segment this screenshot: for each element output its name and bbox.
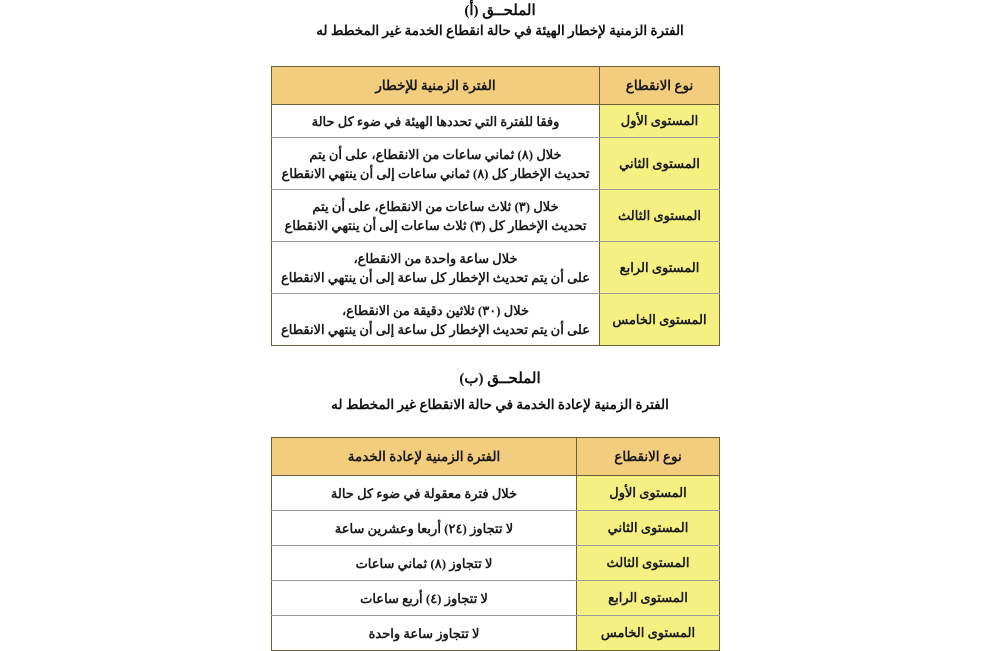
- cell-outage-level: المستوى الرابع: [577, 581, 720, 616]
- table-row: [272, 242, 720, 294]
- appendix-b-title: الملحــق (ب): [459, 371, 541, 387]
- table-header-row: [272, 438, 720, 476]
- cell-line: خلال ساعة واحدة من الانقطاع،: [353, 250, 518, 266]
- cell-line: وفقا للفترة التي تحددها الهيئة في ضوء كل حالة: [311, 113, 560, 129]
- column-header-restoration-period: الفترة الزمنية لإعادة الخدمة: [272, 438, 577, 476]
- appendix-a-description: الفترة الزمنية لإخطار الهيئة في حالة انقطاع الخدمة غير المخطط له: [316, 23, 684, 38]
- cell-line: خلال فترة معقولة في ضوء كل حالة: [330, 485, 518, 501]
- appendix-a-title: الملحــق (أ): [464, 3, 536, 19]
- cell-line: خلال (٣) ثلاث ساعات من الانقطاع، على أن يتم: [312, 198, 559, 214]
- table-row: [272, 581, 720, 616]
- column-header-outage-type: نوع الانقطاع: [600, 67, 720, 105]
- cell-line: تحديث الإخطار كل (٨) ثماني ساعات إلى أن ينتهي الانقطاع: [281, 165, 590, 181]
- cell-restoration-period: [272, 476, 577, 511]
- appendix-a-table-head: [272, 67, 720, 105]
- cell-line: لا تتجاوز (٤) أربع ساعات: [360, 590, 488, 606]
- appendix-a-table: [271, 66, 720, 346]
- table-row: [272, 511, 720, 546]
- cell-line: لا تتجاوز (٨) ثماني ساعات: [355, 555, 493, 571]
- cell-notification-period: [272, 105, 600, 138]
- cell-restoration-period: [272, 511, 577, 546]
- cell-line: على أن يتم تحديث الإخطار كل ساعة إلى أن ينتهي الانقطاع: [280, 321, 590, 337]
- cell-restoration-period: [272, 581, 577, 616]
- table-row: [272, 190, 720, 242]
- appendix-b-table-head: [272, 438, 720, 476]
- cell-outage-level: المستوى الثاني: [577, 511, 720, 546]
- cell-line: على أن يتم تحديث الإخطار كل ساعة إلى أن ينتهي الانقطاع: [280, 269, 590, 285]
- table-row: [272, 546, 720, 581]
- table-row: [272, 294, 720, 346]
- cell-notification-period: [272, 138, 600, 190]
- cell-outage-level: المستوى الثالث: [577, 546, 720, 581]
- cell-outage-level: المستوى الثالث: [600, 190, 720, 242]
- table-header-row: [272, 67, 720, 105]
- column-header-outage-type: نوع الانقطاع: [577, 438, 720, 476]
- cell-line: خلال (٨) ثماني ساعات من الانقطاع، على أن يتم: [309, 146, 562, 162]
- appendix-b-table: [271, 437, 720, 651]
- column-header-notification-period: الفترة الزمنية للإخطار: [272, 67, 600, 105]
- cell-notification-period: [272, 190, 600, 242]
- table-row: [272, 476, 720, 511]
- cell-outage-level: المستوى الرابع: [600, 242, 720, 294]
- table-row: [272, 105, 720, 138]
- cell-notification-period: [272, 294, 600, 346]
- cell-line: لا تتجاوز ساعة واحدة: [368, 625, 480, 641]
- cell-outage-level: المستوى الخامس: [577, 616, 720, 651]
- appendix-a-table-body: [272, 105, 720, 346]
- cell-restoration-period: [272, 616, 577, 651]
- cell-restoration-period: [272, 546, 577, 581]
- cell-notification-period: [272, 242, 600, 294]
- cell-outage-level: المستوى الخامس: [600, 294, 720, 346]
- table-row: [272, 616, 720, 651]
- appendix-b-description: الفترة الزمنية لإعادة الخدمة في حالة الانقطاع غير المخطط له: [331, 397, 669, 412]
- cell-line: تحديث الإخطار كل (٣) ثلاث ساعات إلى أن ينتهي الانقطاع: [284, 217, 587, 233]
- cell-outage-level: المستوى الثاني: [600, 138, 720, 190]
- cell-line: خلال (٣٠) ثلاثين دقيقة من الانقطاع،: [341, 302, 530, 318]
- table-row: [272, 138, 720, 190]
- cell-outage-level: المستوى الأول: [600, 105, 720, 138]
- appendix-b-table-body: [272, 476, 720, 651]
- cell-line: لا تتجاوز (٢٤) أربعا وعشرين ساعة: [334, 520, 514, 536]
- cell-outage-level: المستوى الأول: [577, 476, 720, 511]
